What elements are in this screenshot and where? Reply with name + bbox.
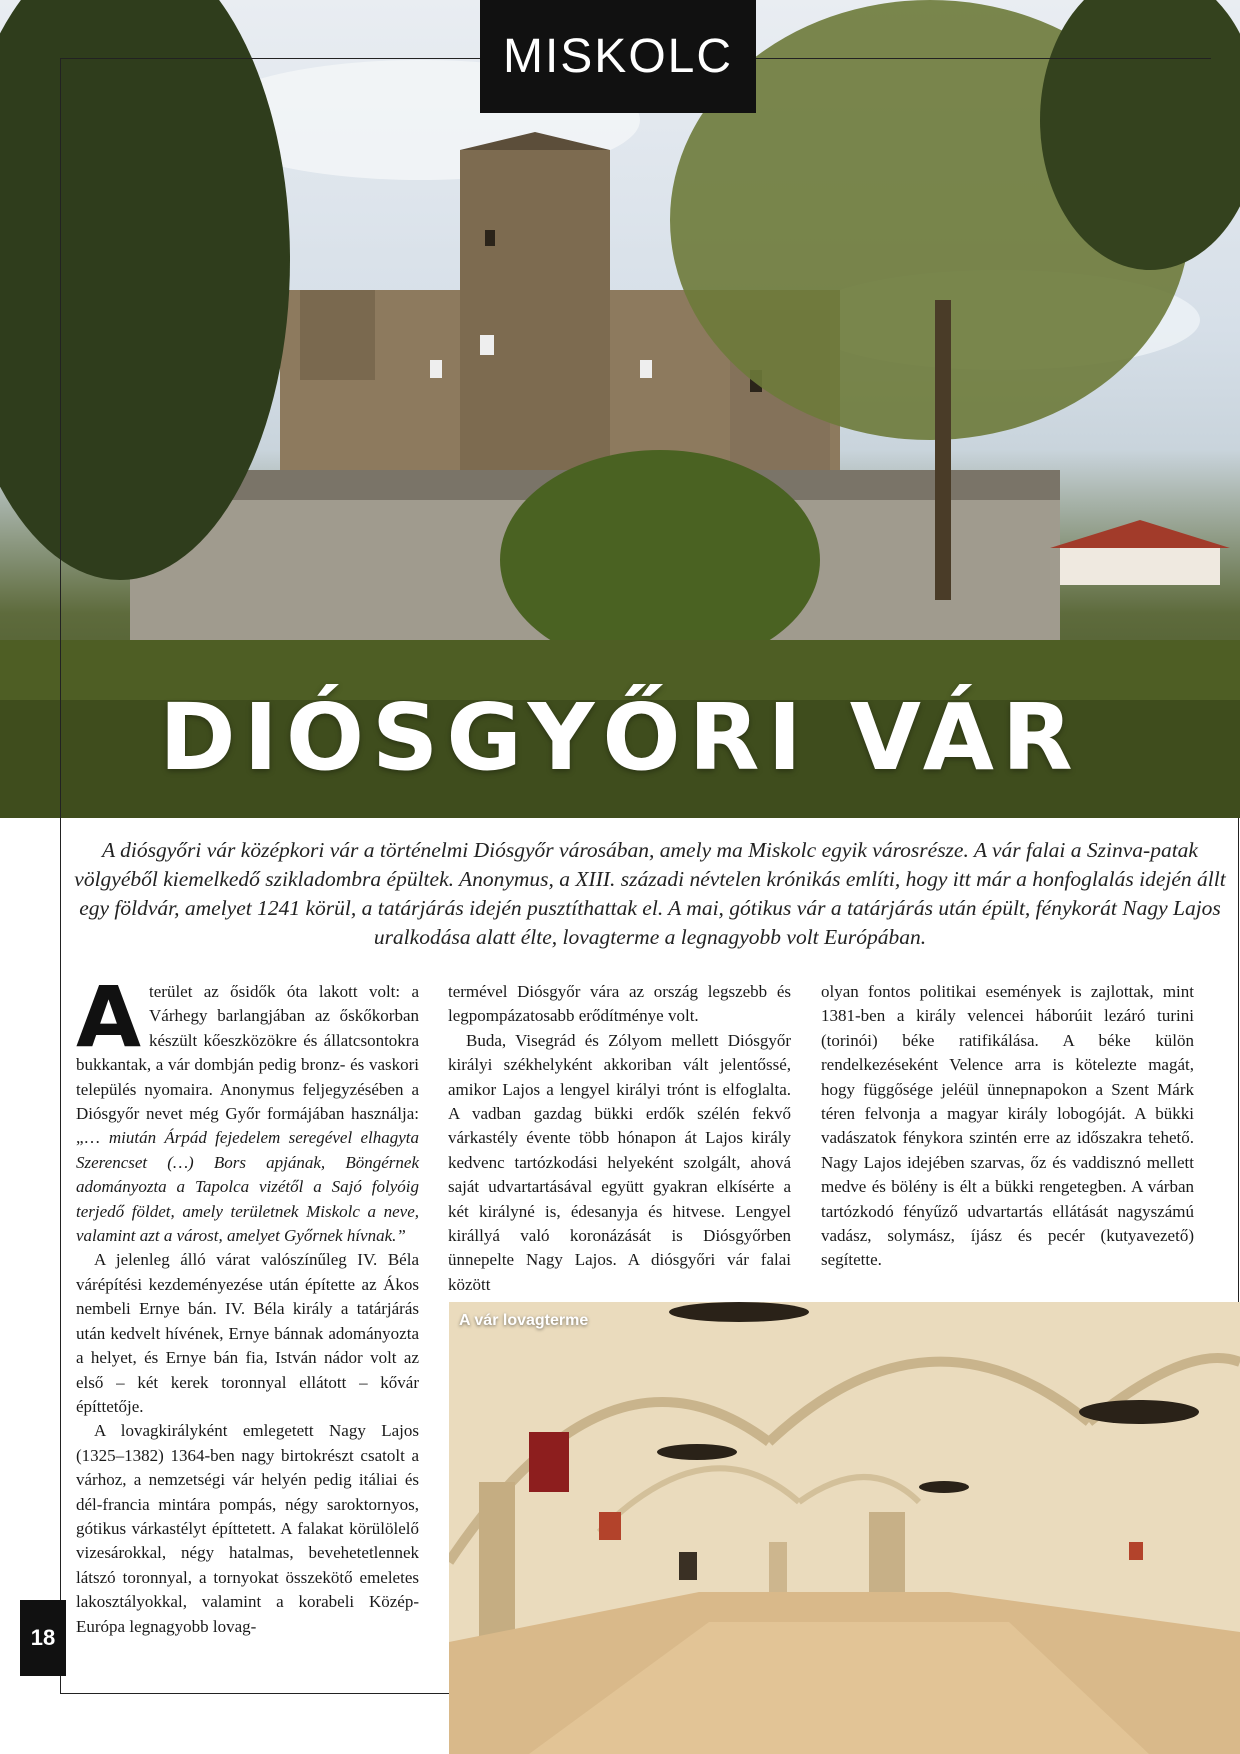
knights-hall-illustration bbox=[449, 1302, 1240, 1754]
article-title: DIÓSGYŐRI VÁR bbox=[159, 684, 1081, 791]
page-number-badge bbox=[20, 1600, 66, 1676]
paragraph-text: terület az ősidők óta lakott volt: a Várhegy barlangjában az őskőkorban készült kőeszközökre és állatcsontokra bukkantak, a vár dombján pedig bronz- és vaskori település nyomaira. Anonymus feljegyzésében a Diósgyőr nevet még Győr formájában használja: „… bbox=[76, 982, 419, 1148]
knights-hall-photo bbox=[449, 1302, 1240, 1754]
frame-rule-left bbox=[60, 58, 61, 1694]
drop-cap: A bbox=[76, 968, 142, 1066]
quote-text: miután Árpád fejedelem seregével elhagyta Szerencset (…) Bors apjának, Böngérnek adományozta a Tapolca vizétől a Sajó folyóig terjedő földet, amely területnek Miskolc a neve, valamint azt a várost, amelyet Győrnek hívnak.” bbox=[76, 1128, 419, 1246]
header-rule-right bbox=[756, 58, 1211, 59]
paragraph: Buda, Visegrád és Zólyom mellett Diósgyőr királyi székhelyként akkoriban vált jelentőssé, amikor Lajos a lengyel királyi trónt is elfoglalta. A vadban gazdag bükki erdők szélén fekvő várkastély évente több hónapon át Lajos király kedvenc tartózkodási helyeként szolgált, ahová saját udvartartásával együtt gyakran elkísérte a két királyné is, édesanyja és hitvese. Lengyel királlyá való koronázását is Diósgyőrben ünnepelte Nagy Lajos. A diósgyőri vár falai között bbox=[448, 1030, 791, 1294]
text-column-1 bbox=[76, 968, 419, 1639]
text-column-3 bbox=[821, 980, 1194, 1273]
paragraph bbox=[76, 968, 419, 1248]
photo-caption: A vár lovagterme bbox=[459, 1312, 589, 1329]
header-rule-left bbox=[60, 58, 480, 59]
text-column-2 bbox=[448, 980, 791, 1297]
frame-rule-bottom bbox=[60, 1693, 450, 1694]
paragraph: termével Diósgyőr vára az ország legszebb és legpompázatosabb erődítménye volt. bbox=[448, 982, 791, 1026]
page-number: 18 bbox=[30, 1625, 56, 1650]
section-label-text: MISKOLC bbox=[502, 30, 734, 83]
lead-paragraph: A diósgyőri vár középkori vár a történelmi Diósgyőr városában, amely ma Miskolc egyik városrésze. A vár falai a Szinva-patak völgyéből kiemelkedő szikladombra épültek. Anonymus, a XIII. századi névtelen krónikás említi, hogy itt már a honfoglalás idején állt egy földvár, amelyet 1241 körül, a tatárjárás idején pusztíthattak el. A mai, gótikus vár a tatárjárás után épült, fénykorát Nagy Lajos uralkodása alatt élte, lovagterme a legnagyobb volt Európában. bbox=[74, 838, 1226, 949]
section-label bbox=[480, 0, 756, 113]
paragraph: A lovagkirályként emlegetett Nagy Lajos (1325–1382) 1364-ben nagy birtokrészt csatolt a várhoz, a nemzetségi vár helyén pedig itáliai és dél-francia mintára pompás, négy saroktornyos, gótikus várkastélyt építtetett. A falakat körülölelő vizesárokkal, négy hatalmas, bevehetetlennek látszó toronnyal, a tornyokat összekötő emeletes lakosztályokkal, valamint a korabeli Közép-Európa legnagyobb lovag- bbox=[76, 1421, 419, 1636]
paragraph: olyan fontos politikai események is zajlottak, mint 1381-ben a király velencei háborúit lezáró turini (torinói) béke ratifikálása. A béke külön rendelkezéseként Velence arra is kötelezte magát, hogy függősége jeléül ünnepnapokon a Szent Márk téren felvonja a magyar király lobogóját. A bükki vadászatok fénykora szintén erre az időszakra tehető. Nagy Lajos idejében szarvas, őz és vaddisznó mellett medve és bölény is élt a bükki rengetegben. A várban tartózkodó fényűző udvartartás ellátását nagyszámú vadász, solymász, íjász és pecér (kutyavezető) segítette. bbox=[821, 982, 1194, 1270]
frame-rule-right bbox=[1238, 818, 1239, 1302]
paragraph: A jelenleg álló várat valószínűleg IV. Béla várépítési kezdeményezése után építette az Ákos nembeli Ernye bán. IV. Béla király a tatárjárás után kedvelt hívének, Ernye bánnak adományozta a helyet, és Ernye bán fia, István nádor volt az első – két kerek toronnyal ellátott – kővár építtetője. bbox=[76, 1250, 419, 1416]
